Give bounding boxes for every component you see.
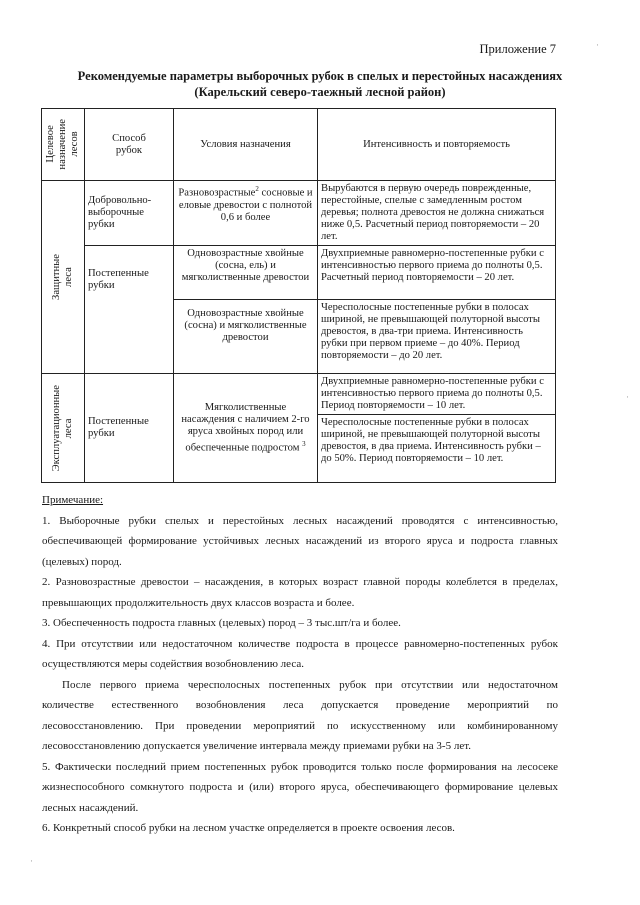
appendix-number: Приложение 7 xyxy=(479,42,556,56)
gradual-conditions-2: Одновозрастные хвойные (сосна) и мягколиственные древостои xyxy=(174,300,318,374)
scan-speck: · xyxy=(596,40,599,50)
gradual-intensity-1: Двухприемные равномерно-постепенные рубки с интенсивностью первого приема до полноты 0,5. Расчетный период повторяемости – 20 лет. xyxy=(318,246,556,300)
table-row xyxy=(42,246,556,300)
selective-conditions-cell xyxy=(174,181,318,246)
exploitation-conditions: Мягколиственные насаждения с наличием 2-го яруса хвойных пород или обеспеченные подростом xyxy=(181,401,310,454)
scan-speck: · xyxy=(626,392,629,402)
header-intensity: Интенсивность и повторяемость xyxy=(318,109,556,181)
exploitation-forests-cell xyxy=(42,374,85,483)
exploitation-method: Постепенные рубки xyxy=(85,374,174,483)
selective-method: Добровольно- выборочные рубки xyxy=(85,181,174,246)
selective-conditions: Разновозрастные xyxy=(178,187,256,199)
exploitation-intensity-1: Двухприемные равномерно-постепенные рубки с интенсивностью первого приема до полноты 0,5. Период повторяемости – 10 лет. xyxy=(318,374,556,415)
exploitation-intensity-2: Чересполосные постепенные рубки в полосах шириной, не превышающей полуторной высоты древостоя, в два приема. Интенсивность рубки – до 50%. Период повторяемости – 10 лет. xyxy=(318,415,556,483)
exploitation-forests-label: Эксплуатационные леса xyxy=(51,384,74,472)
gradual-conditions-1: Одновозрастные хвойные (сосна, ель) и мягколиственные древостои xyxy=(174,246,318,300)
protective-forests-cell xyxy=(42,181,85,374)
header-purpose: Целевое назначение лесов xyxy=(45,119,80,170)
exploitation-conditions-cell xyxy=(174,374,318,483)
title-line-2: (Карельский северо-таежный лесной район) xyxy=(194,85,446,99)
title-line-1: Рекомендуемые параметры выборочных рубок в спелых и перестойных насаждениях xyxy=(77,69,563,83)
note-4: 4. При отсутствии или недостаточном количестве подроста в процессе равномерно-постепенных рубок осуществляются меры содействия возобновлению леса. xyxy=(42,637,558,670)
gradual-intensity-2: Чересполосные постепенные рубки в полосах шириной, не превышающей полуторной высоты древостоя, в два-три приема. Интенсивность рубки при первом приеме – до 40%. Период повторяемости – до 20 лет. xyxy=(318,300,556,374)
note-3: 3. Обеспеченность подроста главных (целевых) пород – 3 тыс.шт/га и более. xyxy=(42,617,401,629)
header-conditions: Условия назначения xyxy=(174,109,318,181)
note-1: 1. Выборочные рубки спелых и перестойных лесных насаждений проводятся с интенсивностью, обеспечивающей формирование устойчивых лесных насаждений из второго яруса и подроста главных (целевых) пород. xyxy=(42,514,558,568)
notes-label: Примечание: xyxy=(42,494,104,506)
parameters-table xyxy=(41,108,556,483)
selective-conditions-rest: сосновые и еловые древостои с полнотой 0,6 и более xyxy=(178,187,313,223)
note-2: 2. Разновозрастные древостои – насаждения, в которых возраст главной породы колеблется в пределах, превышающих продолжительность двух классов возраста и более. xyxy=(42,576,558,609)
note-4-continued: После первого приема чересполосных постепенных рубок при отсутствии или недостаточном количестве естественного возобновления леса допускается проведение мероприятий по лесовосстановлению. При проведении мероприятий по искусственному или комбинированному лесовосстановлению допускается увеличение интервала между приемами рубки на 3-5 лет. xyxy=(42,678,558,752)
scan-speck: · xyxy=(30,856,33,866)
selective-intensity: Вырубаются в первую очередь поврежденные, перестойные, спелые с замедленным ростом деревья; полнота древостоя не должна снижаться ниже 0,5. Расчетный период повторяемости – 20 лет. xyxy=(318,181,556,246)
table-row xyxy=(42,374,556,415)
document-title xyxy=(40,68,600,100)
header-purpose-cell xyxy=(42,109,85,181)
protective-forests-label: Защитные леса xyxy=(51,254,74,300)
footnote-2-marker: 2 xyxy=(255,185,259,193)
gradual-method: Постепенные рубки xyxy=(85,246,174,374)
header-method-cell: Способ рубок xyxy=(85,109,174,181)
footnote-3-marker: 3 xyxy=(302,439,306,448)
note-5: 5. Фактически последний прием постепенных рубок проводится только после формирования на лесосеке жизнеспособного сомкнутого подроста и (или) второго яруса, обеспечивающего формирование целевых лесных насаждений. xyxy=(42,760,558,814)
table-row xyxy=(42,181,556,246)
notes-section xyxy=(42,490,558,839)
note-6: 6. Конкретный способ рубки на лесном участке определяется в проекте освоения лесов. xyxy=(42,822,455,834)
table-header-row xyxy=(42,109,556,181)
